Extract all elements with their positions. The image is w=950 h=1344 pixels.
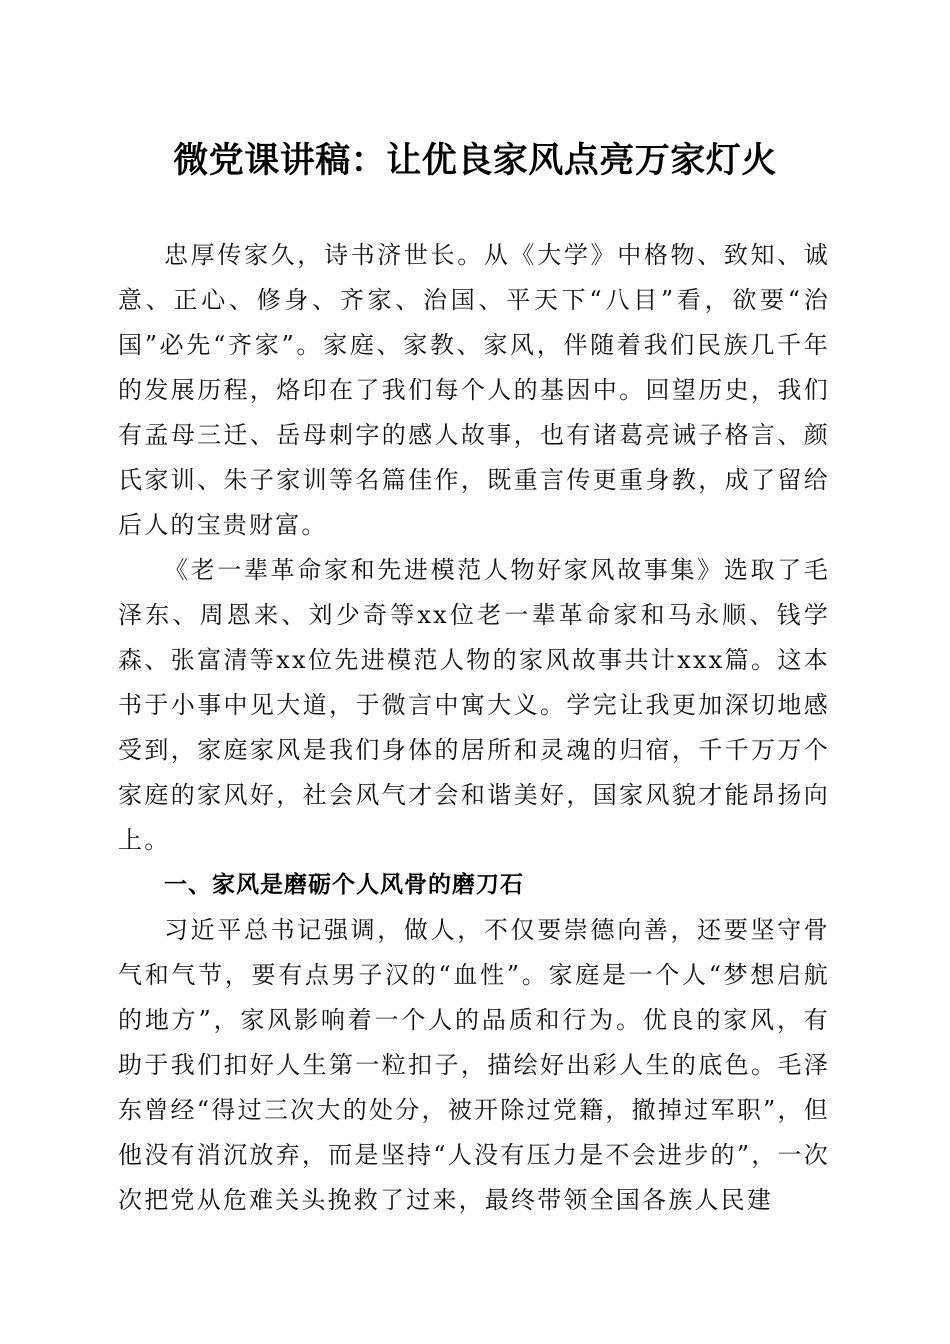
section-heading: 一、家风是磨砺个人风骨的磨刀石 (164, 872, 524, 898)
paragraph-section-one: 习近平总书记强调，做人，不仅要崇德向善，还要坚守骨气和气节，要有点男子汉的“血性”。家庭是一个人“梦想启航的地方”，家风影响着一个人的品质和行为。优良的家风，有助于我们扣好人生第一粒扣子，描绘好出彩人生的底色。毛泽东曾经“得过三次大的处分，被开除过党籍，撤掉过军职”，但他没有消沉放弃，而是坚持“人没有压力是不会进步的”，一次次把党从危难关头挽救了过来，最终带领全国各族人民建 (118, 916, 830, 1214)
document-title: 微党课讲稿：让优良家风点亮万家灯火 (173, 140, 777, 181)
paragraph-book: 《老一辈革命家和先进模范人物好家风故事集》选取了毛泽东、周恩来、刘少奇等xx位老一辈革命家和马永顺、钱学森、张富清等xx位先进模范人物的家风故事共计xxx篇。这本书于小事中见大道，于微言中寓大义。学完让我更加深切地感受到，家庭家风是我们身体的居所和灵魂的归宿，千千万万个家庭的家风好，社会风气才会和谐美好，国家风貌才能昂扬向上。 (118, 556, 830, 854)
paragraph-intro: 忠厚传家久，诗书济世长。从《大学》中格物、致知、诚意、正心、修身、齐家、治国、平天下“八目”看，欲要“治国”必先“齐家”。家庭、家教、家风，伴随着我们民族几千年的发展历程，烙印在了我们每个人的基因中。回望历史，我们有孟母三迁、岳母刺字的感人故事，也有诸葛亮诫子格言、颜氏家训、朱子家训等名篇佳作，既重言传更重身教，成了留给后人的宝贵财富。 (118, 241, 830, 539)
document-body (118, 233, 830, 1223)
